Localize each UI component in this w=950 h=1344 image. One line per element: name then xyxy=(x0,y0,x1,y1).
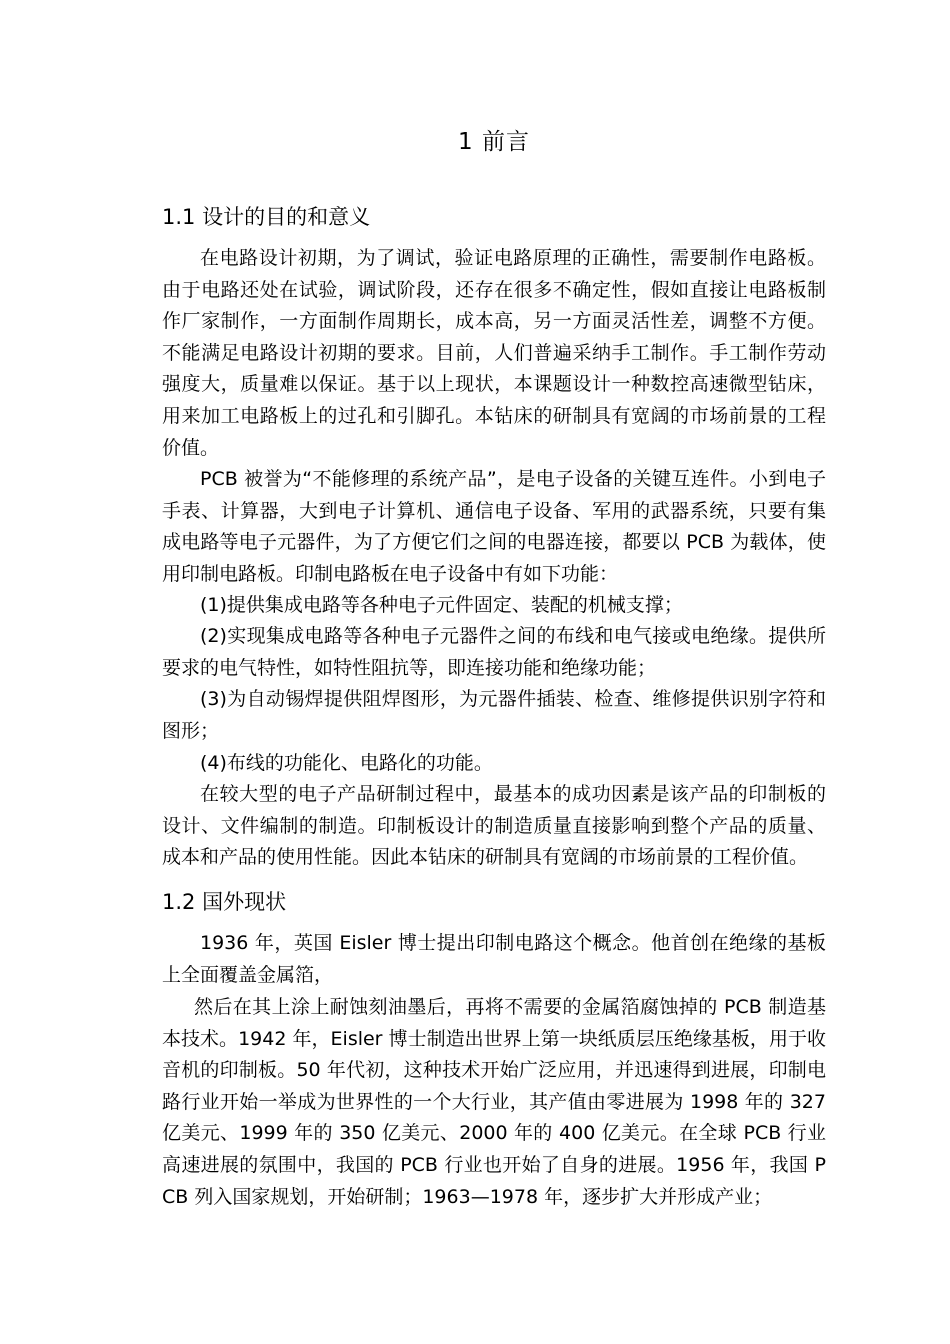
list-item-function-4: (4)布线的功能化、电路化的功能。 xyxy=(200,752,493,774)
section-heading-1-1: 1.1 设计的目的和意义 xyxy=(162,205,371,229)
paragraph-history-2: 然后在其上涂上耐蚀刻油墨后，再将不需要的金属箔腐蚀掉的 PCB 制造基本技术。1942 年，Eisler 博士制造出世界上第一块纸质层压绝缘基板，用于收音机的印制板。50 年代初，这种技术开始广泛应用，并迅速得到进展，印制电路行业开始一举成为世界性的一个大行业，其产值由零进展为 1998 年的 327 亿美元、1999 年的 350 亿美元、2000 年的 400 亿美元。在全球 PCB 行业高速进展的氛围中，我国的 PCB 行业也开始了自身的进展。1956 年，我国 PCB 列入国家规划，开始研制；1963—1978 年，逐步扩大并形成产业； xyxy=(162,996,826,1208)
paragraph-purpose: 在电路设计初期，为了调试，验证电路原理的正确性，需要制作电路板。由于电路还处在试验，调试阶段，还存在很多不确定性，假如直接让电路板制作厂家制作，一方面制作周期长，成本高，另一方面灵活性差，调整不方便。不能满足电路设计初期的要求。目前，人们普遍采纳手工制作。手工制作劳动强度大，质量难以保证。基于以上现状，本课题设计一种数控高速微型钻床，用来加工电路板上的过孔和引脚孔。本钻床的研制具有宽阔的市场前景的工程价值。 xyxy=(162,247,826,459)
paragraph-history-1: 1936 年，英国 Eisler 博士提出印制电路这个概念。他首创在绝缘的基板上全面覆盖金属箔， xyxy=(162,932,826,986)
chapter-title: 1 前言 xyxy=(458,129,530,155)
paragraph-pcb-intro: PCB 被誉为“不能修理的系统产品”，是电子设备的关键互连件。小到电子手表、计算器，大到电子计算机、通信电子设备、军用的武器系统，只要有集成电路等电子元器件，为了方便它们之间的电器连接，都要以 PCB 为载体，使用印制电路板。印制电路板在电子设备中有如下功能： xyxy=(162,468,826,585)
section-heading-1-2: 1.2 国外现状 xyxy=(162,890,287,914)
paragraph-significance: 在较大型的电子产品研制过程中，最基本的成功因素是该产品的印制板的设计、文件编制的制造。印制板设计的制造质量直接影响到整个产品的质量、成本和产品的使用性能。因此本钻床的研制具有宽阔的市场前景的工程价值。 xyxy=(162,783,826,869)
list-item-function-1: (1)提供集成电路等各种电子元件固定、装配的机械支撑； xyxy=(200,594,683,616)
list-item-function-2: (2)实现集成电路等各种电子元器件之间的布线和电气接或电绝缘。提供所要求的电气特性，如特性阻抗等，即连接功能和绝缘功能； xyxy=(162,625,826,679)
list-item-function-3: (3)为自动锡焊提供阻焊图形，为元器件插装、检查、维修提供识别字符和图形； xyxy=(162,688,826,742)
